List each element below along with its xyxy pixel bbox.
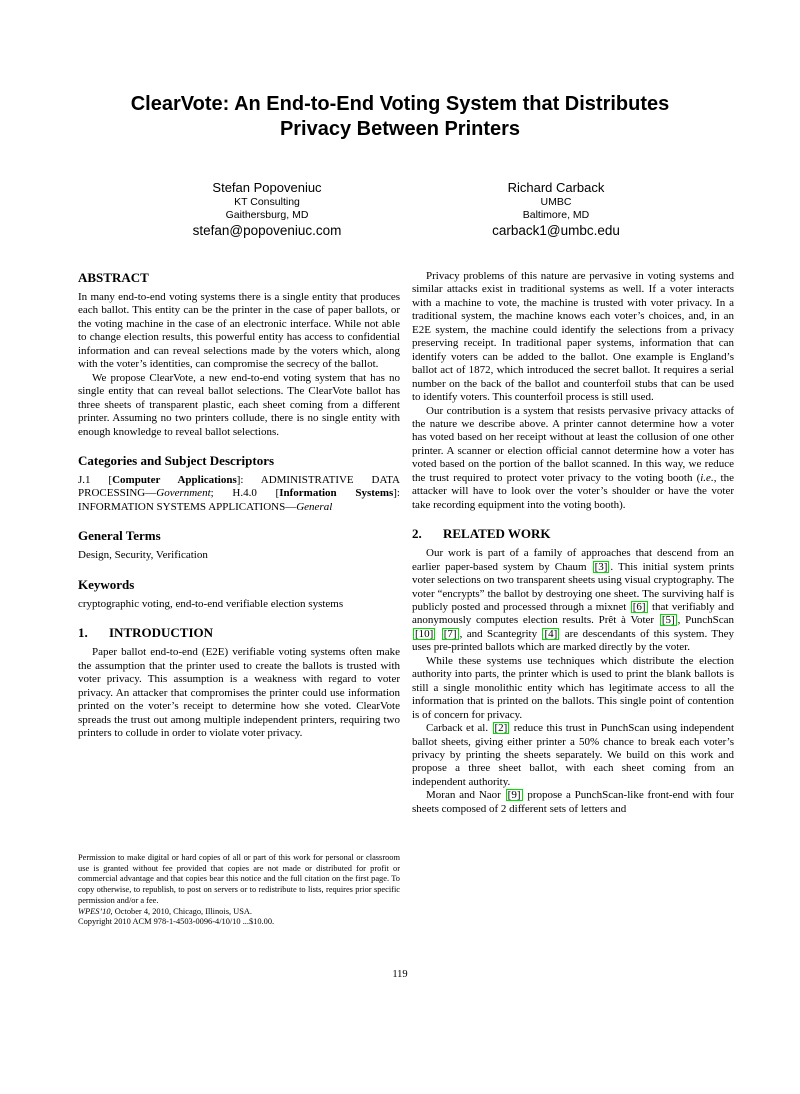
copyright-line: Copyright 2010 ACM 978-1-4503-0096-4/10/10 ...$10.00. [78,917,275,927]
text-run: Government [156,487,211,500]
citation-link[interactable]: [5] [661,614,675,627]
related-work-paragraph-1 [412,547,734,655]
text-run: ]: ADMINISTRATIVE DATA PROCESSING— [78,473,400,500]
text-run: Our work is part of a family of approaches that descend from an earlier paper-based system by Chaum [412,547,734,573]
text-run: Carback et al. [426,722,492,735]
author-name: Stefan Popoveniuc [212,180,322,195]
text-run: , PunchScan [677,614,734,627]
right-column [412,270,734,816]
author-email: carback1@umbc.edu [492,223,620,238]
categories-text [78,474,400,514]
introduction-paragraph-1: Paper ballot end-to-end (E2E) verifiable voting systems often make the assumption that the printer used to create the ballots is trusted with voter privacy. This assumption is a weakness with regard to voter privacy. An attacker that compromises the printer could use information printed on the voter’s receipt to determine how she voted. ClearVote spreads the trust out among multiple independent printers, requiring two printers to collude in order to violate voter privacy. [78,646,400,739]
text-run: , and Scantegrity [459,627,542,640]
general-terms-text: Design, Security, Verification [78,549,208,562]
introduction-paragraph-2: Privacy problems of this nature are pervasive in voting systems and similar attacks exist in traditional systems as well. If a voter interacts with a machine to vote, the machine is trusted with voter privacy. In a traditional system, the machine knows each voter’s choices, and, in an E2E system, the machine could identify the selections from a privacy preserving receipt. In traditional paper systems, information that can identify voters can be added to the ballot. One example is England’s ballot act of 1872, which introduced the secret ballot. It requires a serial number on the back of the ballot and counterfoil stubs that can be used to identify voters. This counterfoil process is still used. [412,270,734,404]
related-work-heading [412,526,734,541]
author-name: Richard Carback [507,180,605,195]
author-block-1 [137,180,397,239]
author-location: Gaithersburg, MD [225,209,309,221]
text-run: . This initial system prints voter selections on two transparent sheets using visual cryptography. The voter “encrypts” the ballot by destroying one sheet. The surviving half is publicly posted and processed through a mixnet [412,560,734,613]
text-run: Computer Applications [112,473,237,486]
author-affiliation: KT Consulting [234,196,300,208]
author-email: stefan@popoveniuc.com [192,223,342,238]
text-run: ]: INFORMATION SYSTEMS APPLICATIONS— [78,487,400,513]
related-work-section-title: RELATED WORK [443,526,551,542]
related-work-paragraph-2: While these systems use techniques which distribute the election authority into parts, the printer which is used to print the blank ballots is still a single monolithic entity which has legitimate access to all the information that is printed on the ballots. This single point of contention is of concern for privacy. [412,654,734,721]
citation-link[interactable]: [2] [494,722,508,735]
text-run: Moran and Naor [426,789,505,802]
abstract-paragraph-2: We propose ClearVote, a new end-to-end voting system that has no single entity that can reveal ballot selections. The ClearVote ballot has three sheets of transparent plastic, each sheet coming from a different printer. Assuming no two printers collude, there is no single entity with enough knowledge to reveal ballot selections. [78,371,400,438]
copyright-notice [78,853,400,928]
text-run: that verifiably and anonymously computes election results. Prêt à Voter [412,600,734,627]
text-run: General [296,500,333,513]
author-affiliation: UMBC [540,196,572,208]
text-run: Information Systems [279,487,394,500]
author-location: Baltimore, MD [522,209,590,221]
abstract-paragraph-1: In many end-to-end voting systems there is a single entity that produces each ballot. This entity can be the printer in the case of paper ballots, or the voting machine in the case of an electronic interface. While not able to change election results, this powerful entity has access to confidential information and can reveal selections made by the voters which, along with the voter’s identities, can compromise the secrecy of the ballot. [78,291,400,371]
related-work-paragraph-3 [412,722,734,789]
categories-heading: Categories and Subject Descriptors [78,452,275,468]
introduction-section-title: INTRODUCTION [109,625,214,641]
permission-statement: Permission to make digital or hard copies of all or part of this work for personal or classroom use is granted without fee provided that copies are not made or distributed for profit or commercial advantage and that copies bear this notice and the full citation on the first page. To copy otherwise, to republish, to post on servers or to redistribute to lists, requires prior specific permission and/or a fee. [78,853,400,905]
citation-link[interactable]: [6] [632,600,646,613]
abstract-heading: ABSTRACT [78,270,149,285]
text-run: reduce this trust in PunchScan using independent ballot sheets, giving either printer a 50% chance to break each voter’s privacy by printing the sheets separately. We build on this work and propose a three sheet ballot, with each sheet coming from an independent authority. [412,722,735,788]
text-run [436,628,440,640]
citation-link[interactable]: [4] [544,627,558,640]
citation-link[interactable]: [3] [594,560,608,573]
keywords-heading: Keywords [78,576,135,592]
general-terms-heading: General Terms [78,528,161,544]
text-run: J.1 [ [78,473,113,486]
citation-link[interactable]: [10] [415,627,434,640]
introduction-heading [78,625,400,640]
related-work-section-number: 2. [412,526,422,542]
author-block-2 [426,180,686,239]
text-run: are descendants of this system. They uses pre-printed ballots which are marked directly by the voter. [412,627,735,654]
introduction-paragraph-3 [412,405,734,513]
text-run: propose a PunchScan-like front-end with four sheets composed of 2 different sets of letters and [412,789,734,815]
text-run: ; H.4.0 [ [210,487,280,500]
keywords-text: cryptographic voting, end-to-end verifiable election systems [78,597,344,610]
title-block [0,92,800,142]
page-number: 119 [392,969,408,980]
paper-title-line1: ClearVote: An End-to-End Voting System that Distributes [130,93,670,115]
text-run: i.e. [700,471,714,484]
related-work-paragraph-4 [412,789,734,816]
introduction-section-number: 1. [78,625,88,641]
citation-link[interactable]: [7] [443,627,457,640]
text-run: October 4, 2010, Chicago, Illinois, USA. [112,906,252,916]
text-run: Our contribution is a system that resists pervasive privacy attacks of the nature we describe above. A printer cannot determine how a voter has voted based on her receipt without at least the collusion of one other printer. A scanner or election official cannot determine how a voter has voted based on the portion of the ballot scanned. In this way, we reduce the trust required to protect voter privacy to the voting booth ( [412,404,734,484]
left-column [78,270,400,740]
text-run: WPES’10, [78,906,113,916]
venue-line [78,907,400,918]
citation-link[interactable]: [9] [507,789,521,802]
paper-title-line2: Privacy Between Printers [279,118,521,140]
text-run: , the attacker will have to look over the voter’s shoulder or have the voter take recording equipment into the voting booth). [412,471,734,511]
